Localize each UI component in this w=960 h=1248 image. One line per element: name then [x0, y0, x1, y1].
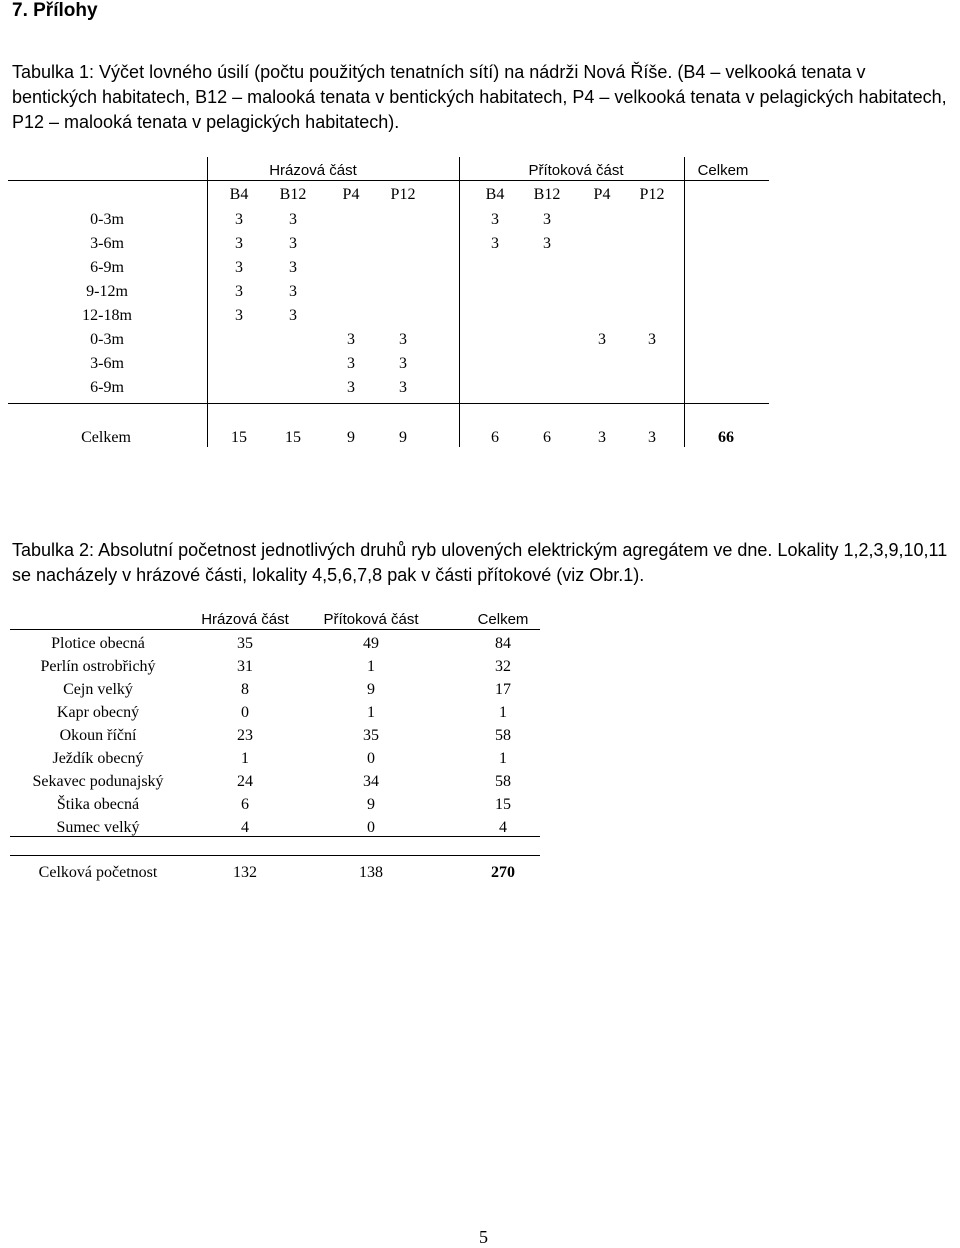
sub-header: B12 [279, 186, 307, 203]
total-label: Celkem [81, 429, 131, 446]
effort-cell: 3 [235, 211, 243, 228]
sub-header: P12 [390, 186, 416, 203]
depth-label: 6-9m [90, 259, 124, 276]
effort-cell: 3 [289, 259, 297, 276]
group-header: Přítoková část [528, 162, 624, 179]
effort-cell: 3 [235, 307, 243, 324]
species-name: Plotice obecná [51, 635, 145, 652]
effort-cell: 3 [543, 211, 551, 228]
sub-header: P12 [639, 186, 665, 203]
sub-header: P4 [593, 186, 611, 203]
count-cell: 17 [495, 681, 511, 698]
effort-cell: 3 [399, 331, 407, 348]
effort-cell: 3 [347, 355, 355, 372]
count-cell: 1 [499, 750, 507, 767]
group-header: Celkem [697, 162, 749, 179]
group-header: Hrázová část [269, 162, 357, 179]
depth-label: 0-3m [90, 211, 124, 228]
total-cell: 15 [231, 429, 247, 446]
effort-cell: 3 [648, 331, 656, 348]
column-header: Celkem [477, 611, 529, 628]
count-cell: 0 [367, 750, 375, 767]
count-cell: 35 [363, 727, 379, 744]
rule [10, 836, 540, 837]
effort-cell: 3 [289, 283, 297, 300]
count-cell: 1 [367, 704, 375, 721]
count-cell: 6 [241, 796, 249, 813]
count-cell: 8 [241, 681, 249, 698]
count-cell: 1 [499, 704, 507, 721]
effort-cell: 3 [235, 283, 243, 300]
species-name: Cejn velký [63, 681, 133, 698]
depth-label: 3-6m [90, 355, 124, 372]
effort-cell: 3 [289, 307, 297, 324]
effort-cell: 3 [491, 211, 499, 228]
count-cell: 31 [237, 658, 253, 675]
total-label: Celková početnost [38, 864, 158, 881]
rule [207, 157, 208, 447]
total-cell: 132 [233, 864, 257, 881]
total-cell: 138 [359, 864, 383, 881]
effort-cell: 3 [491, 235, 499, 252]
count-cell: 1 [241, 750, 249, 767]
total-cell: 3 [598, 429, 606, 446]
depth-label: 12-18m [82, 307, 132, 324]
table2-caption: Tabulka 2: Absolutní početnost jednotlivých druhů ryb ulovených elektrickým agregátem ve dne. Lokality 1,2,3,9,10,11 se nacházely v hrázové části, lokality 4,5,6,7,8 pak v části přítokové (viz Obr.1). [12, 540, 948, 585]
species-name: Štika obecná [56, 796, 140, 813]
effort-cell: 3 [399, 355, 407, 372]
count-cell: 15 [495, 796, 511, 813]
count-cell: 0 [367, 819, 375, 836]
column-header: Hrázová část [201, 611, 289, 628]
sub-header: P4 [342, 186, 360, 203]
total-cell: 9 [347, 429, 355, 446]
count-cell: 4 [241, 819, 249, 836]
page-number: 5 [479, 1227, 488, 1247]
count-cell: 23 [237, 727, 253, 744]
section-title: 7. Přílohy [12, 0, 98, 21]
count-cell: 58 [495, 773, 511, 790]
total-cell: 3 [648, 429, 656, 446]
count-cell: 32 [495, 658, 511, 675]
depth-label: 6-9m [90, 379, 124, 396]
rule [459, 157, 460, 447]
rule [684, 157, 685, 447]
depth-label: 9-12m [86, 283, 128, 300]
effort-cell: 3 [347, 379, 355, 396]
count-cell: 49 [363, 635, 379, 652]
species-name: Kapr obecný [56, 704, 140, 721]
species-name: Sumec velký [56, 819, 140, 836]
sub-header: B4 [485, 186, 505, 203]
effort-cell: 3 [399, 379, 407, 396]
species-name: Sekavec podunajský [32, 773, 164, 790]
count-cell: 34 [363, 773, 379, 790]
species-name: Perlín ostrobřichý [40, 658, 156, 675]
effort-cell: 3 [543, 235, 551, 252]
depth-label: 3-6m [90, 235, 124, 252]
effort-cell: 3 [598, 331, 606, 348]
rule [8, 180, 769, 181]
count-cell: 9 [367, 796, 375, 813]
count-cell: 35 [237, 635, 253, 652]
total-cell: 6 [491, 429, 499, 446]
effort-cell: 3 [289, 211, 297, 228]
count-cell: 9 [367, 681, 375, 698]
total-cell: 270 [491, 864, 515, 881]
count-cell: 4 [499, 819, 507, 836]
species-name: Okoun říční [59, 727, 137, 744]
total-cell: 6 [543, 429, 551, 446]
effort-cell: 3 [289, 235, 297, 252]
count-cell: 24 [237, 773, 253, 790]
species-name: Ježdík obecný [52, 750, 144, 767]
effort-cell: 3 [235, 259, 243, 276]
rule [10, 855, 540, 856]
total-cell: 15 [285, 429, 301, 446]
effort-cell: 3 [347, 331, 355, 348]
sub-header: B4 [229, 186, 249, 203]
rule [8, 403, 769, 404]
count-cell: 84 [495, 635, 511, 652]
depth-label: 0-3m [90, 331, 124, 348]
count-cell: 0 [241, 704, 249, 721]
total-cell: 9 [399, 429, 407, 446]
column-header: Přítoková část [323, 611, 419, 628]
rule [10, 629, 540, 630]
effort-cell: 3 [235, 235, 243, 252]
sub-header: B12 [533, 186, 561, 203]
count-cell: 58 [495, 727, 511, 744]
count-cell: 1 [367, 658, 375, 675]
grand-total: 66 [718, 429, 734, 446]
table1-caption: Tabulka 1: Výčet lovného úsilí (počtu použitých tenatních sítí) na nádrži Nová Říše. (B4 – velkooká tenata v bentických habitatech, B12 – malooká tenata v bentických habitatech, P4 – velkooká tenata v pelagických habitatech, P12 – malooká tenata v pelagických habitatech). [12, 62, 947, 132]
